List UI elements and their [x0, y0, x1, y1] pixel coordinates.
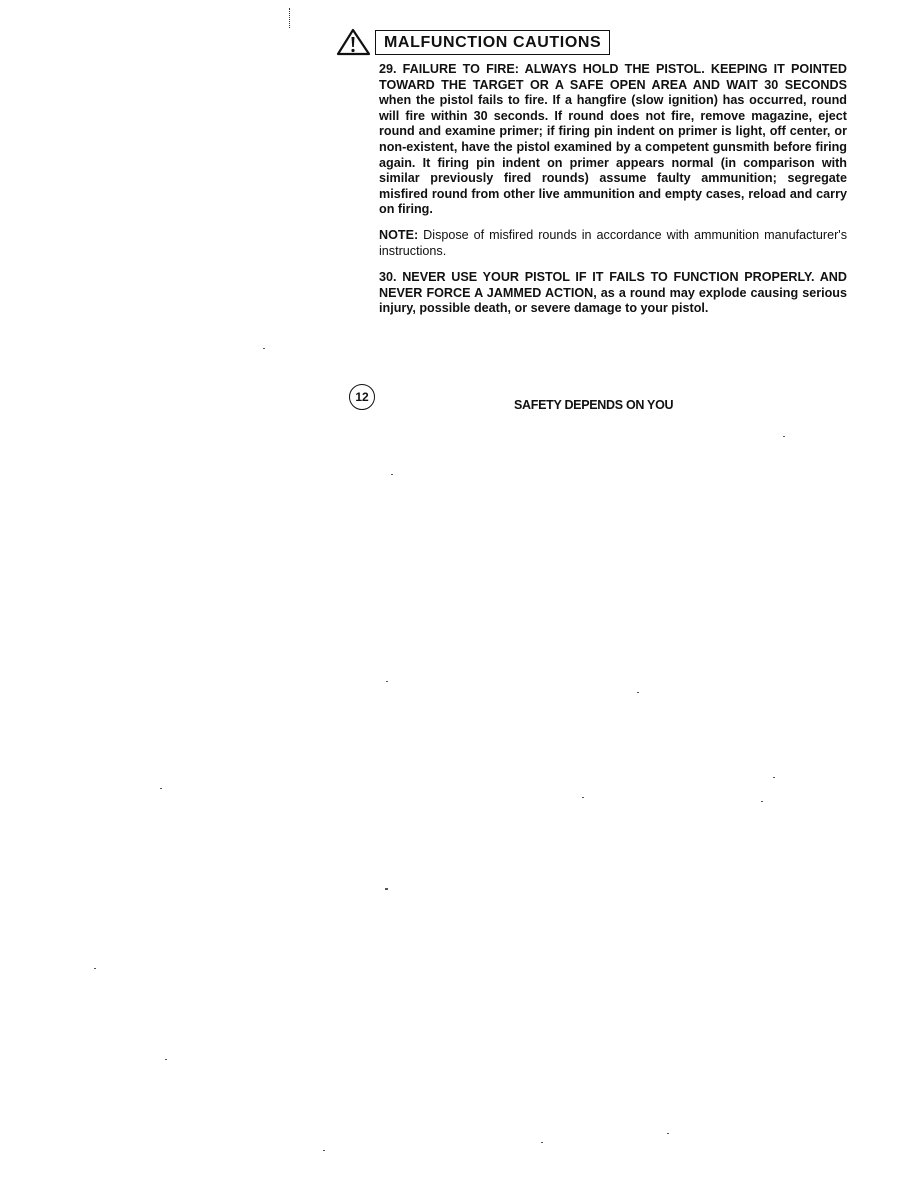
scan-speck — [323, 1150, 325, 1151]
paragraph-30: 30. NEVER USE YOUR PISTOL IF IT FAILS TO FUNCTION PROPERLY. AND NEVER FORCE A JAMMED ACTION, as a round may explode causing serious injury, possible death, or severe damage to your pistol. — [379, 270, 847, 316]
scan-speck — [582, 797, 584, 798]
scan-speck — [391, 474, 393, 475]
scan-speck — [386, 681, 388, 682]
scan-edge-mark — [289, 8, 292, 28]
note-label: NOTE: — [379, 227, 419, 242]
paragraph-29: 29. FAILURE TO FIRE: ALWAYS HOLD THE PISTOL. KEEPING IT POINTED TOWARD THE TARGET OR A SAFE OPEN AREA AND WAIT 30 SECONDS when the pistol fails to fire. If a hangfire (slow ignition) has occurred, round will fire within 30 seconds. If round does not fire, remove magazine, eject round and examine primer; if firing pin indent on primer is light, off center, or non-existent, have the pistol examined by a competent gunsmith before firing again. It firing pin indent on primer appears normal (in comparison with similar previously fired rounds) assume faulty ammunition; segregate misfired round from other live ammunition and empty cases, reload and carry on firing. — [379, 62, 847, 217]
scan-speck — [165, 1059, 167, 1060]
body-text — [379, 62, 847, 317]
footer-text: SAFETY DEPENDS ON YOU — [514, 398, 674, 412]
scan-speck — [385, 888, 388, 890]
scan-speck — [773, 777, 775, 778]
section-title: MALFUNCTION CAUTIONS — [375, 30, 610, 55]
note-text: Dispose of misfired rounds in accordance with ammunition manufacturer's instructions. — [379, 227, 847, 258]
section-header — [336, 27, 610, 57]
scan-speck — [94, 968, 96, 969]
note-paragraph — [379, 228, 847, 259]
scan-speck — [541, 1142, 543, 1143]
scan-speck — [160, 788, 162, 789]
scan-speck — [263, 348, 265, 349]
scan-speck — [761, 801, 763, 802]
scan-speck — [667, 1133, 669, 1134]
warning-triangle-icon — [336, 28, 372, 56]
scan-speck — [783, 436, 785, 437]
scan-speck — [637, 692, 639, 693]
page-number: 12 — [349, 384, 375, 410]
